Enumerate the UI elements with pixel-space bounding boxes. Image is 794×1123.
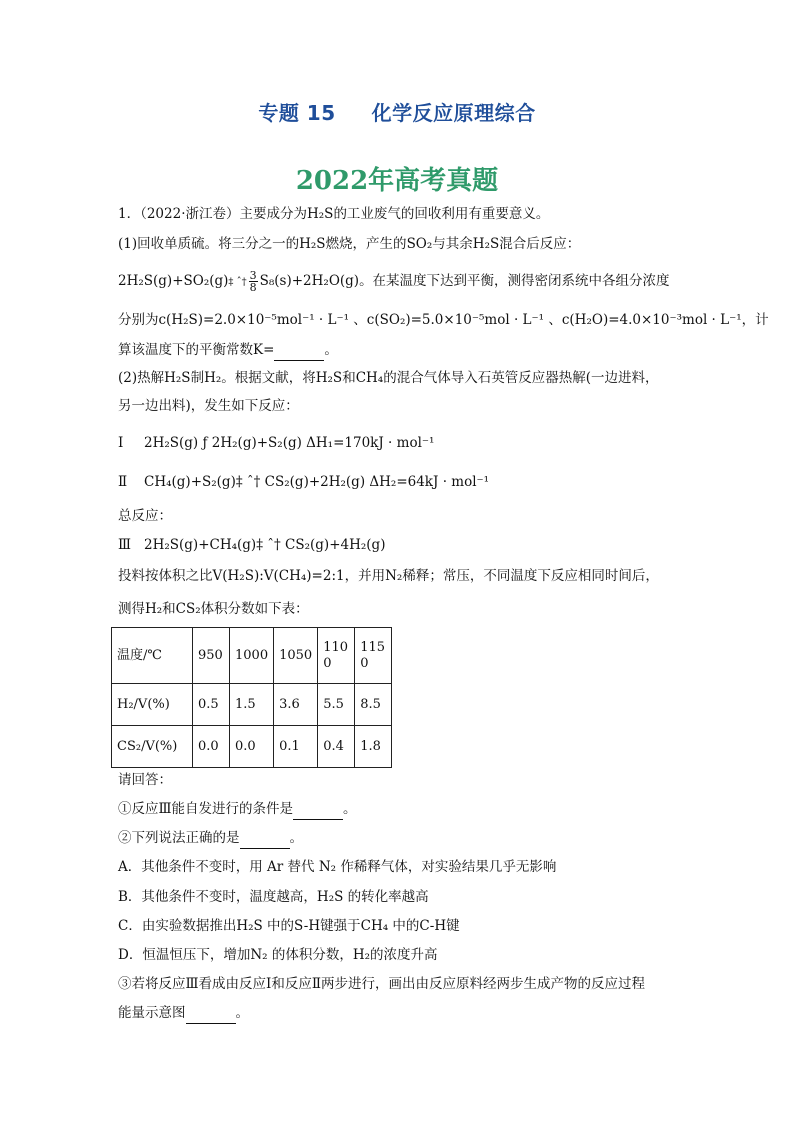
option-d[interactable]: D．恒温恒压下，增加N₂ 的体积分数，H₂的浓度升高 (118, 947, 438, 963)
question-stem: 1．（2022·浙江卷）主要成分为H₂S的工业废气的回收利用有重要意义。 (118, 206, 550, 222)
answer-blank-k[interactable] (274, 342, 324, 361)
page-title (0, 97, 794, 126)
option-a[interactable]: A．其他条件不变时，用 Ar 替代 N₂ 作稀释气体，对实验结果几乎无影响 (118, 859, 557, 875)
table-row (112, 726, 392, 768)
table-cell: 5.5 (318, 684, 355, 726)
table-row-label-h2: H₂/V(%) (112, 684, 193, 726)
table-cell: 1150 (355, 628, 392, 684)
title-name: 化学反应原理综合 (371, 101, 536, 125)
data-table (111, 627, 392, 768)
sub-question-2: ②下列说法正确的是 。 (118, 829, 303, 849)
answer-prompt: 请回答： (118, 772, 172, 788)
title-topic: 专题 15 (258, 101, 336, 125)
feed-ratio-line: 投料按体积之比V(H₂S):V(CH₄)=2:1，并用N₂稀释；常压，不同温度下反应相同时间后， (118, 568, 659, 584)
concentrations-line: 分别为c(H₂S)=2.0×10⁻⁵mol⁻¹ · L⁻¹ 、c(SO₂)=5.0×10⁻⁵mol · L⁻¹ 、c(H₂O)=4.0×10⁻³mol · L⁻¹，计 (118, 312, 769, 328)
part1-intro: (1)回收单质硫。将三分之一的H₂S燃烧，产生的SO₂与其余H₂S混合后反应： (118, 236, 581, 252)
table-cell: 0.5 (193, 684, 230, 726)
table-cell: 8.5 (355, 684, 392, 726)
part2-intro: (2)热解H₂S制H₂。根据文献，将H₂S和CH₄的混合气体导入石英管反应器热解(一边进料， (118, 370, 659, 386)
reaction-2: Ⅱ CH₄(g)+S₂(g)‡ ˆ† CS₂(g)+2H₂(g) ΔH₂=64kJ · mol⁻¹ (118, 474, 490, 490)
table-row (112, 684, 392, 726)
answer-blank-3[interactable] (186, 1005, 236, 1024)
total-reaction-label: 总反应： (118, 508, 172, 524)
table-cell: 1050 (274, 628, 318, 684)
sub-question-3-line1: ③若将反应Ⅲ看成由反应Ⅰ和反应Ⅱ两步进行，画出由反应原料经两步生成产物的反应过程 (118, 976, 646, 992)
part2-line2: 另一边出料)，发生如下反应： (118, 398, 299, 414)
table-cell: 1.5 (230, 684, 274, 726)
section-subtitle: 2022年高考真题 (295, 166, 499, 196)
table-cell: 0.4 (318, 726, 355, 768)
table-header-temp: 温度/℃ (112, 628, 193, 684)
answer-blank-2[interactable] (240, 830, 290, 849)
sub-question-1: ①反应Ⅲ能自发进行的条件是 。 (118, 800, 357, 820)
fraction-3-8: $\frac{3}{8}$ (249, 269, 257, 294)
reaction-3: Ⅲ 2H₂S(g)+CH₄(g)‡ ˆ† CS₂(g)+4H₂(g) (118, 537, 386, 553)
k-line: 算该温度下的平衡常数K= 。 (118, 341, 338, 361)
measure-line: 测得H₂和CS₂体积分数如下表： (118, 601, 309, 617)
equation-1: 2H₂S(g)+SO₂(g)‡ ˆ† $\frac{3}{8}$ S₈(s)+2H₂O(g)。在某温度下达到平衡，测得密闭系统中各组分浓度 (118, 269, 670, 294)
table-row-label-cs2: CS₂/V(%) (112, 726, 193, 768)
option-b[interactable]: B．其他条件不变时，温度越高，H₂S 的转化率越高 (118, 889, 429, 905)
table-row (112, 628, 392, 684)
table-cell: 0.1 (274, 726, 318, 768)
table-cell: 1100 (318, 628, 355, 684)
answer-blank-1[interactable] (293, 801, 343, 820)
table-cell: 0.0 (230, 726, 274, 768)
table-cell: 0.0 (193, 726, 230, 768)
table-cell: 3.6 (274, 684, 318, 726)
option-c[interactable]: C．由实验数据推出H₂S 中的S-H键强于CH₄ 中的C-H键 (118, 918, 460, 934)
table-cell: 1.8 (355, 726, 392, 768)
reaction-1: Ⅰ 2H₂S(g) ƒ 2H₂(g)+S₂(g) ΔH₁=170kJ · mol⁻¹ (118, 435, 435, 451)
table-cell: 1000 (230, 628, 274, 684)
table-cell: 950 (193, 628, 230, 684)
sub-question-3-line2: 能量示意图 。 (118, 1004, 249, 1024)
